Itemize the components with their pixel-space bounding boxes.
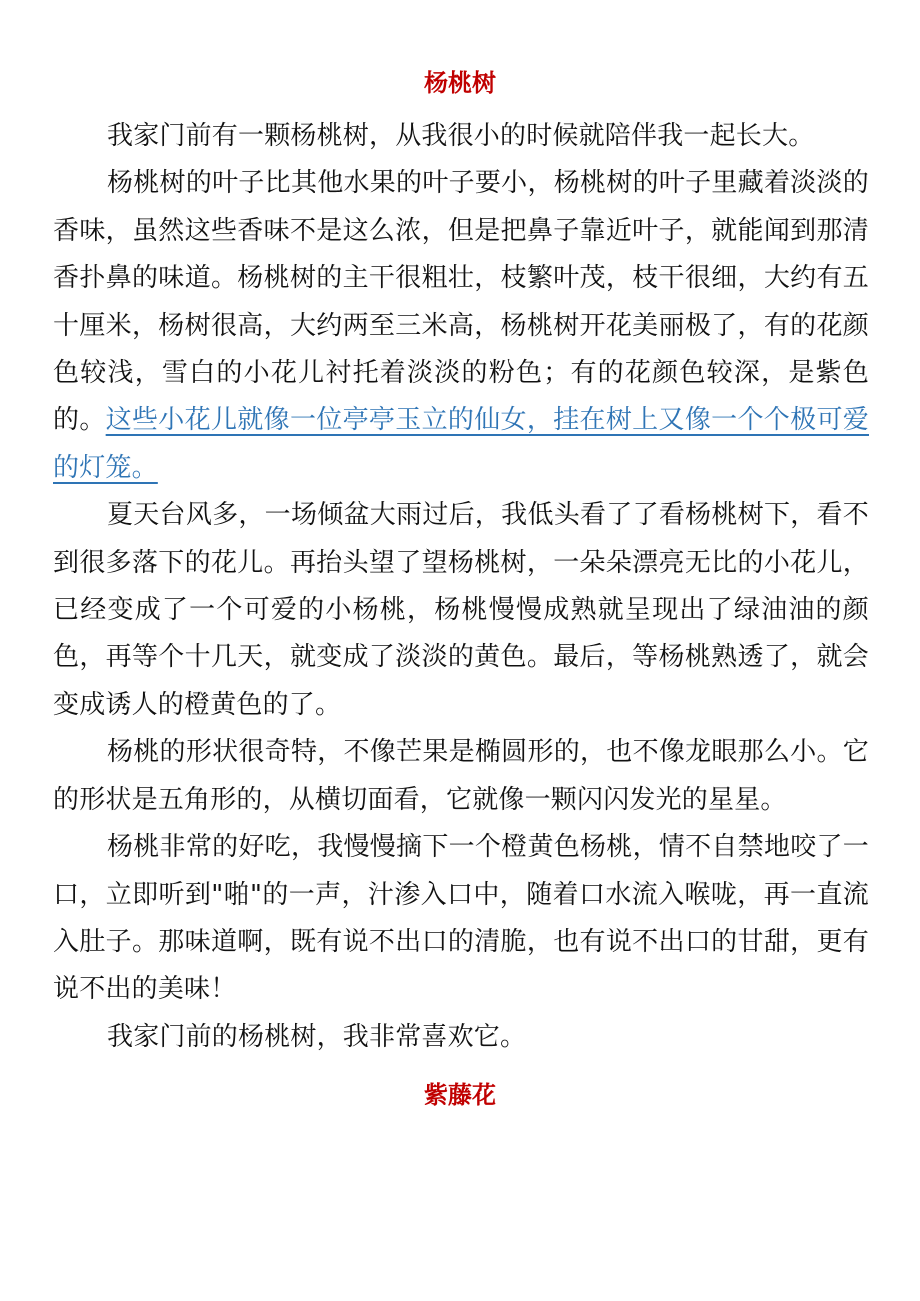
paragraph-2-highlight-link[interactable]: 这些小花儿就像一位亭亭玉立的仙女，挂在树上又像一个个极可爱的灯笼。 bbox=[53, 405, 869, 483]
essay-body bbox=[53, 113, 869, 1061]
paragraph-2 bbox=[53, 160, 869, 492]
paragraph-3: 夏天台风多，一场倾盆大雨过后，我低头看了了看杨桃树下，看不到很多落下的花儿。再抬头望了望杨桃树，一朵朵漂亮无比的小花儿，已经变成了一个可爱的小杨桃，杨桃慢慢成熟就呈现出了绿油油的颜色，再等个十几天，就变成了淡淡的黄色。最后，等杨桃熟透了，就会变成诱人的橙黄色的了。 bbox=[53, 500, 869, 720]
paragraph-1: 我家门前有一颗杨桃树，从我很小的时候就陪伴我一起长大。 bbox=[107, 121, 815, 151]
essay-title-ziteng: 紫藤花 bbox=[424, 1081, 496, 1109]
paragraph-6: 我家门前的杨桃树，我非常喜欢它。 bbox=[107, 1021, 527, 1052]
essay-title-yangtao: 杨桃树 bbox=[424, 69, 496, 97]
paragraph-5: 杨桃非常的好吃，我慢慢摘下一个橙黄色杨桃，情不自禁地咬了一口，立即听到"啪"的一声，汁渗入口中，随着口水流入喉咙，再一直流入肚子。那味道啊，既有说不出口的清脆，也有说不出口的甘甜，更有说不出的美味！ bbox=[53, 832, 869, 1005]
paragraph-4: 杨桃的形状很奇特，不像芒果是椭圆形的，也不像龙眼那么小。它的形状是五角形的，从横切面看，它就像一颗闪闪发光的星星。 bbox=[53, 737, 869, 815]
paragraph-2-text: 杨桃树的叶子比其他水果的叶子要小，杨桃树的叶子里藏着淡淡的香味，虽然这些香味不是这么浓，但是把鼻子靠近叶子，就能闻到那清香扑鼻的味道。杨桃树的主干很粗壮，枝繁叶茂，枝干很细，大约有五十厘米，杨树很高，大约两至三米高，杨桃树开花美丽极了，有的花颜色较浅，雪白的小花儿衬托着淡淡的粉色；有的花颜色较深，是紫色的。 bbox=[53, 168, 869, 436]
